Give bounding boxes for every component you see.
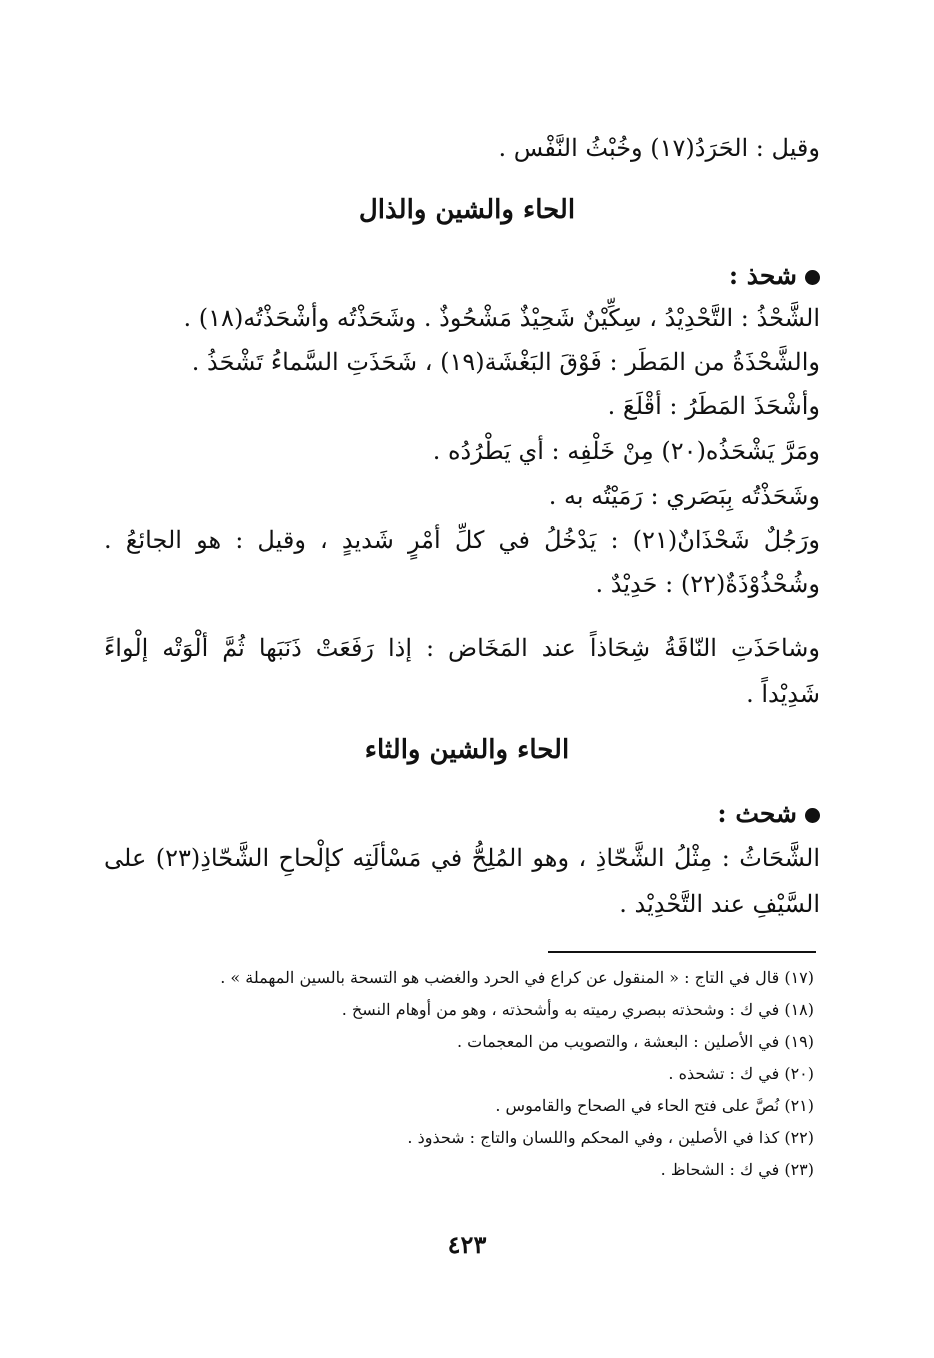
text-line: وشَحَذْتُه بِبَصَري : رَمَيْتُه به . <box>548 482 820 510</box>
text-line: السَّيْفِ عند التَّحْدِيْد . <box>619 890 820 918</box>
text-line: الشَّحَاثُ : مِثْلُ الشَّحّاذِ ، وهو المُلِحُّ في مَسْألَتِه كإلْحاحِ الشَّحّاذِ(٢٣) على <box>104 844 821 872</box>
text-line: والشَّحْذَةُ من المَطَر : فَوْقَ البَغْشَة(١٩) ، شَحَذَتِ السَّماءُ تَشْحَذُ . <box>191 348 820 376</box>
section-heading: الحاء والشين والثاء <box>364 735 570 765</box>
text-line: شَدِيْداً . <box>746 680 820 708</box>
page-number: ٤٢٣ <box>447 1230 487 1259</box>
footnote: (٢١) نُصَّ على فتح الحاء في الصحاح والقاموس . <box>495 1096 814 1115</box>
text-line: ورَجُلٌ شَحْذَانٌ(٢١) : يَدْخُلُ في كلِّ أمْرٍ شَديدٍ ، وقيل : هو الجائعُ . <box>104 526 820 554</box>
bullet-icon <box>805 808 820 823</box>
footnote: (١٩) في الأصلين : البعشة ، والتصويب من المعجمات . <box>457 1032 814 1051</box>
bullet-icon <box>805 270 820 285</box>
text-line: وشاحَذَتِ النّاقَةُ شِحَاذاً عند المَخَاض : إذا رَفَعَتْ ذَنَبَها ثُمَّ ألْوَتْه إلْواءً <box>104 634 820 662</box>
footnote: (١٨) في ك : وشحذته ببصري رميته به وأشحذته ، وهو من أوهام النسخ . <box>341 1000 814 1019</box>
footnote: (١٧) قال في التاج : « المنقول عن كراع في الحرد والغضب هو التسحة بالسين المهملة » . <box>220 968 814 987</box>
section-heading: الحاء والشين والذال <box>358 195 576 225</box>
entry-headword <box>717 794 820 834</box>
text-line: ومَرَّ يَشْحَذُه(٢٠) مِنْ خَلْفِه : أي يَطْرُدُه . <box>432 437 820 465</box>
text-line: الشَّحْذُ : التَّحْدِيْدُ ، سِكِّيْنٌ شَحِيْذٌ مَشْحُوذٌ . وشَحَذْتُه وأشْحَذْتُه(١٨) . <box>183 304 820 332</box>
entry-headword <box>729 256 820 296</box>
footnote-divider <box>548 951 816 953</box>
entry-label: شحذ : <box>728 261 797 290</box>
text-line: وأشْحَذَ المَطَرُ : أقْلَعَ . <box>607 392 820 420</box>
intro-line: وقيل : الحَرَدُ(١٧) وخُبْثُ النَّفْس . <box>498 134 820 162</box>
footnote: (٢٣) في ك : الشحاظ . <box>660 1160 814 1179</box>
footnote: (٢٢) كذا في الأصلين ، وفي المحكم واللسان والتاج : شحذوذ . <box>407 1128 814 1147</box>
entry-label: شحث : <box>717 799 797 828</box>
footnote: (٢٠) في ك : تشحذه . <box>668 1064 814 1083</box>
text-line: وشُحْذُوْذَةٌ(٢٢) : حَدِيْدٌ . <box>595 570 820 598</box>
